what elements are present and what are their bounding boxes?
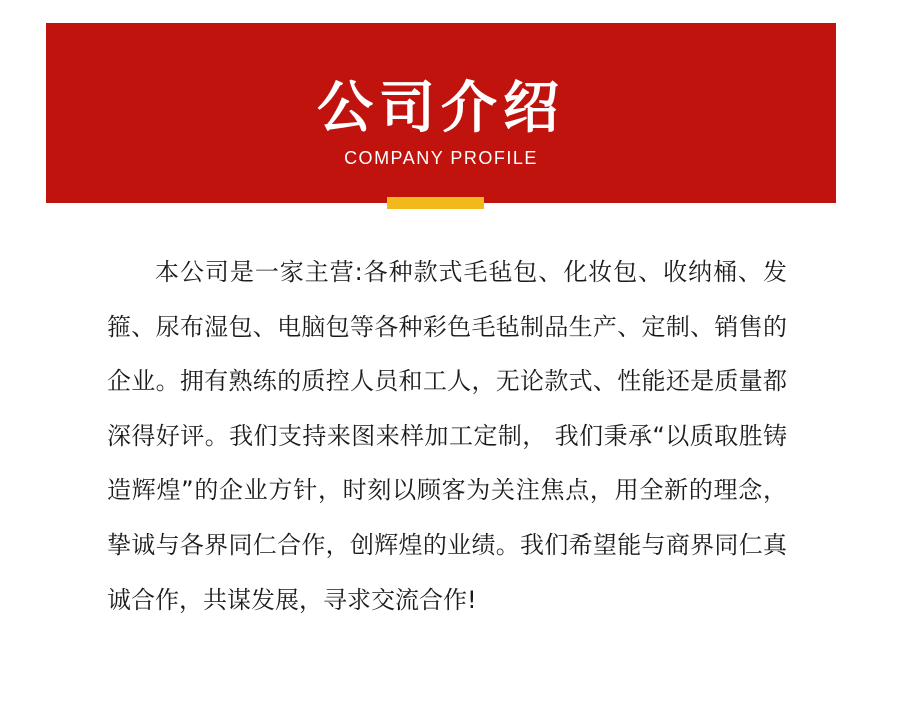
accent-divider [387,197,484,209]
company-intro-paragraph: 本公司是一家主营:各种款式毛毡包、化妆包、收纳桶、发箍、尿布湿包、电脑包等各种彩色毛毡制品生产、定制、销售的企业。拥有熟练的质控人员和工人，无论款式、性能还是质量都深得好评。我们支持来图来样加工定制， 我们秉承“以质取胜铸造辉煌”的企业方针，时刻以顾客为关注焦点，用全新的理念，挚诚与各界同仁合作，创辉煌的业绩。我们希望能与商界同仁真诚合作，共谋发展，寻求交流合作! [107,258,787,614]
page-subtitle: COMPANY PROFILE [344,148,538,168]
page-title: 公司介绍 [317,76,565,141]
header-banner [46,23,836,203]
